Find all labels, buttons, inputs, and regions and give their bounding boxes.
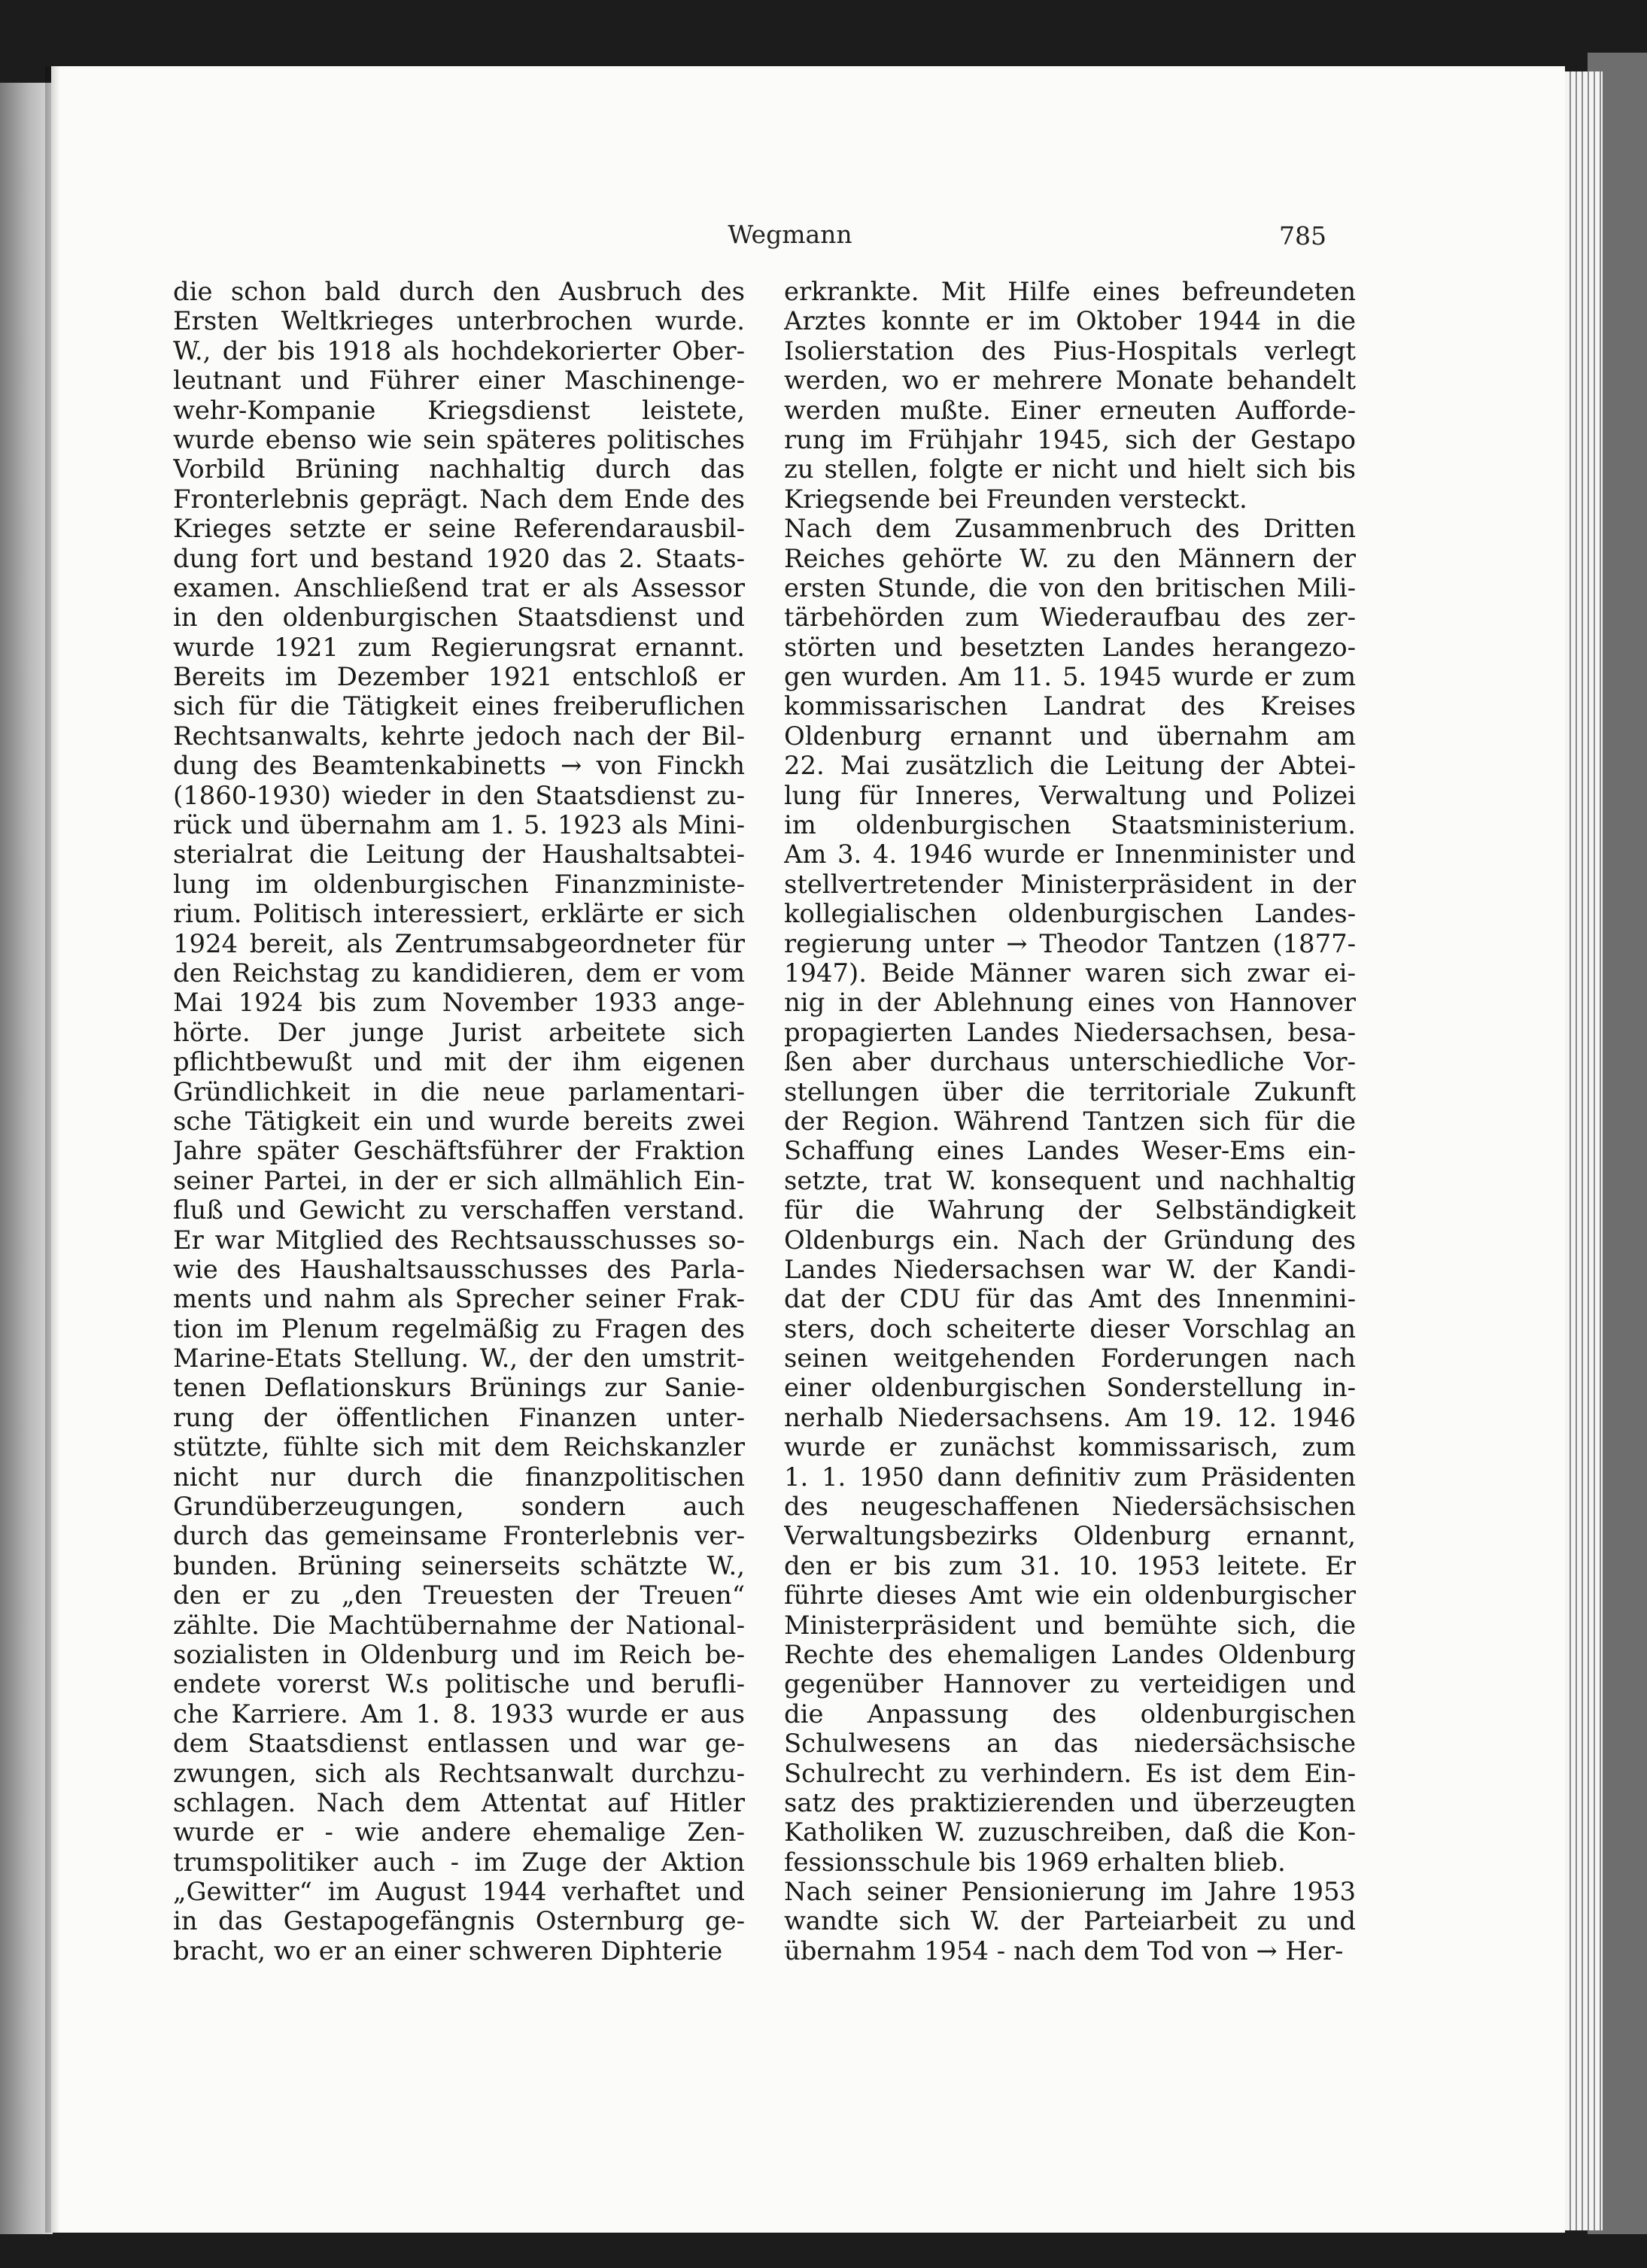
text-line: bracht, wo er an einer schweren Diphterie xyxy=(173,1936,723,1966)
text-line: wehr-Kompanie Kriegsdienst leistete, xyxy=(173,395,745,425)
text-line: störten und besetzten Landes herangezo- xyxy=(784,632,1356,662)
text-line: leutnant und Führer einer Maschinenge- xyxy=(173,366,745,396)
text-line: dung fort und bestand 1920 das 2. Staats- xyxy=(173,543,745,573)
text-line: einer oldenburgischen Sonderstellung in- xyxy=(784,1373,1356,1403)
text-line: Oldenburgs ein. Nach der Gründung des xyxy=(784,1225,1356,1255)
text-line: pflichtbewußt und mit der ihm eigenen xyxy=(173,1047,745,1077)
text-line: tärbehörden zum Wiederaufbau des zer- xyxy=(784,603,1356,633)
text-line: W., der bis 1918 als hochdekorierter Ober- xyxy=(173,335,745,366)
text-line: trumspolitiker auch - im Zuge der Aktion xyxy=(173,1847,745,1877)
text-line: nerhalb Niedersachsens. Am 19. 12. 1946 xyxy=(784,1402,1356,1432)
text-line: Jahre später Geschäftsführer der Fraktion xyxy=(173,1136,745,1166)
text-line: Krieges setzte er seine Referendarausbil- xyxy=(173,514,745,544)
text-line: Kriegsende bei Freunden versteckt. xyxy=(784,484,1247,514)
text-line: ßen aber durchaus unterschiedliche Vor- xyxy=(784,1047,1356,1077)
text-line: wurde er - wie andere ehemalige Zen- xyxy=(173,1817,745,1847)
text-line: Am 3. 4. 1946 wurde er Innenminister und xyxy=(784,839,1356,870)
text-line: che Karriere. Am 1. 8. 1933 wurde er aus xyxy=(173,1699,745,1729)
text-line: die schon bald durch den Ausbruch des xyxy=(173,277,745,306)
text-line: den er zu „den Treuesten der Treuen“ xyxy=(173,1580,745,1611)
text-line: werden mußte. Einer erneuten Aufforde- xyxy=(784,395,1356,425)
text-line: ersten Stunde, die von den britischen Mili- xyxy=(784,572,1356,603)
text-line: rung im Frühjahr 1945, sich der Gestapo xyxy=(784,424,1356,454)
text-line: regierung unter → Theodor Tantzen (1877- xyxy=(784,928,1356,958)
text-line: Schaffung eines Landes Weser-Ems ein- xyxy=(784,1136,1356,1166)
text-line: ments und nahm als Sprecher seiner Frak- xyxy=(173,1284,745,1314)
text-line: Verwaltungsbezirks Oldenburg ernannt, xyxy=(784,1521,1356,1551)
text-line: zählte. Die Machtübernahme der National- xyxy=(173,1610,745,1640)
text-line: fluß und Gewicht zu verschaffen verstand. xyxy=(173,1195,745,1225)
text-line: stellungen über die territoriale Zukunft xyxy=(784,1076,1356,1107)
text-line: schlagen. Nach dem Attentat auf Hitler xyxy=(173,1787,745,1817)
text-line: im oldenburgischen Staatsministerium. xyxy=(784,810,1356,840)
text-line: wie des Haushaltsausschusses des Parla- xyxy=(173,1254,745,1284)
text-line: erkrankte. Mit Hilfe eines befreundeten xyxy=(784,277,1356,306)
text-line: 1924 bereit, als Zentrumsabgeordneter für xyxy=(173,928,745,958)
text-line: dat der CDU für das Amt des Innenmini- xyxy=(784,1284,1356,1314)
text-line: führte dieses Amt wie ein oldenburgischer xyxy=(784,1580,1356,1611)
text-line: Vorbild Brüning nachhaltig durch das xyxy=(173,454,745,484)
text-line: examen. Anschließend trat er als Assessor xyxy=(173,572,745,603)
text-line: in das Gestapogefängnis Osternburg ge- xyxy=(173,1906,745,1936)
text-line: Rechte des ehemaligen Landes Oldenburg xyxy=(784,1639,1356,1669)
text-line: Oldenburg ernannt und übernahm am xyxy=(784,721,1356,751)
text-line: Mai 1924 bis zum November 1933 ange- xyxy=(173,988,745,1018)
text-line: Isolierstation des Pius-Hospitals verlegt xyxy=(784,335,1356,366)
text-line: Nach dem Zusammenbruch des Dritten xyxy=(784,514,1356,544)
page-gutter-shadow xyxy=(45,66,60,2233)
text-line: Arztes konnte er im Oktober 1944 in die xyxy=(784,306,1356,336)
text-line: den Reichstag zu kandidieren, dem er vom xyxy=(173,958,745,988)
text-line: nicht nur durch die finanzpolitischen xyxy=(173,1462,745,1492)
text-line: Nach seiner Pensionierung im Jahre 1953 xyxy=(784,1877,1356,1907)
page-number: 785 xyxy=(1279,221,1326,250)
text-line: „Gewitter“ im August 1944 verhaftet und xyxy=(173,1877,745,1907)
text-line: stützte, fühlte sich mit dem Reichskanzler xyxy=(173,1432,745,1462)
text-line: übernahm 1954 - nach dem Tod von → Her- xyxy=(784,1936,1344,1966)
text-line: sche Tätigkeit ein und wurde bereits zwei xyxy=(173,1106,745,1136)
text-line: wandte sich W. der Parteiarbeit zu und xyxy=(784,1906,1356,1936)
text-line: zwungen, sich als Rechtsanwalt durchzu- xyxy=(173,1758,745,1788)
text-line: wurde 1921 zum Regierungsrat ernannt. xyxy=(173,632,745,662)
text-line: Grundüberzeugungen, sondern auch xyxy=(173,1492,745,1522)
text-line: werden, wo er mehrere Monate behandelt xyxy=(784,366,1356,396)
text-line: setzte, trat W. konsequent und nachhaltig xyxy=(784,1165,1356,1195)
right-text-column xyxy=(784,277,1356,1966)
text-line: (1860-1930) wieder in den Staatsdienst zu- xyxy=(173,780,745,810)
text-line: wurde ebenso wie sein späteres politisches xyxy=(173,424,745,454)
text-line: sich für die Tätigkeit eines freiberuflichen xyxy=(173,691,745,721)
text-line: rück und übernahm am 1. 5. 1923 als Mini- xyxy=(173,810,745,840)
text-line: 22. Mai zusätzlich die Leitung der Abtei- xyxy=(784,751,1356,781)
text-line: bunden. Brüning seinerseits schätzte W., xyxy=(173,1550,745,1580)
text-line: Fronterlebnis geprägt. Nach dem Ende des xyxy=(173,484,745,514)
text-line: zu stellen, folgte er nicht und hielt sich bis xyxy=(784,454,1356,484)
text-line: tion im Plenum regelmäßig zu Fragen des xyxy=(173,1313,745,1343)
text-line: propagierten Landes Niedersachsen, besa- xyxy=(784,1017,1356,1047)
text-line: gegenüber Hannover zu verteidigen und xyxy=(784,1669,1356,1699)
text-line: der Region. Während Tantzen sich für die xyxy=(784,1106,1356,1136)
text-line: Marine-Etats Stellung. W., der den umstrit- xyxy=(173,1343,745,1374)
text-line: Bereits im Dezember 1921 entschloß er xyxy=(173,662,745,692)
text-line: dem Staatsdienst entlassen und war ge- xyxy=(173,1729,745,1759)
text-line: 1947). Beide Männer waren sich zwar ei- xyxy=(784,958,1356,988)
text-line: hörte. Der junge Jurist arbeitete sich xyxy=(173,1017,745,1047)
text-line: sterialrat die Leitung der Haushaltsabtei- xyxy=(173,839,745,870)
text-line: Katholiken W. zuzuschreiben, daß die Kon- xyxy=(784,1817,1356,1847)
text-line: sozialisten in Oldenburg und im Reich be- xyxy=(173,1639,745,1669)
text-line: nig in der Ablehnung eines von Hannover xyxy=(784,988,1356,1018)
text-line: lung für Inneres, Verwaltung und Polizei xyxy=(784,780,1356,810)
text-line: 1. 1. 1950 dann definitiv zum Präsidenten xyxy=(784,1462,1356,1492)
text-line: durch das gemeinsame Fronterlebnis ver- xyxy=(173,1521,745,1551)
text-line: stellvertretender Ministerpräsident in der xyxy=(784,869,1356,899)
text-line: seiner Partei, in der er sich allmählich Ein- xyxy=(173,1165,745,1195)
text-line: sters, doch scheiterte dieser Vorschlag an xyxy=(784,1313,1356,1343)
text-line: lung im oldenburgischen Finanzministe- xyxy=(173,869,745,899)
text-line: Gründlichkeit in die neue parlamentari- xyxy=(173,1076,745,1107)
left-text-column xyxy=(173,277,745,1966)
text-line: kommissarischen Landrat des Kreises xyxy=(784,691,1356,721)
text-line: Landes Niedersachsen war W. der Kandi- xyxy=(784,1254,1356,1284)
text-line: Schulwesens an das niedersächsische xyxy=(784,1729,1356,1759)
text-line: seinen weitgehenden Forderungen nach xyxy=(784,1343,1356,1374)
text-line: rung der öffentlichen Finanzen unter- xyxy=(173,1402,745,1432)
text-line: Rechtsanwalts, kehrte jedoch nach der Bil- xyxy=(173,721,745,751)
text-line: für die Wahrung der Selbständigkeit xyxy=(784,1195,1356,1225)
text-line: Er war Mitglied des Rechtsausschusses so- xyxy=(173,1225,745,1255)
text-line: Ministerpräsident und bemühte sich, die xyxy=(784,1610,1356,1640)
text-line: dung des Beamtenkabinetts → von Finckh xyxy=(173,751,745,781)
text-line: in den oldenburgischen Staatsdienst und xyxy=(173,603,745,633)
text-line: gen wurden. Am 11. 5. 1945 wurde er zum xyxy=(784,662,1356,692)
text-line: Ersten Weltkrieges unterbrochen wurde. xyxy=(173,306,745,336)
text-line: die Anpassung des oldenburgischen xyxy=(784,1699,1356,1729)
text-line: Schulrecht zu verhindern. Es ist dem Ein- xyxy=(784,1758,1356,1788)
text-line: rium. Politisch interessiert, erklärte er sich xyxy=(173,899,745,929)
running-header-title: Wegmann xyxy=(728,220,852,249)
text-line: wurde er zunächst kommissarisch, zum xyxy=(784,1432,1356,1462)
text-line: fessionsschule bis 1969 erhalten blieb. xyxy=(784,1847,1286,1877)
text-line: endete vorerst W.s politische und berufli- xyxy=(173,1669,745,1699)
text-line: Reiches gehörte W. zu den Männern der xyxy=(784,543,1356,573)
text-line: des neugeschaffenen Niedersächsischen xyxy=(784,1492,1356,1522)
text-line: den er bis zum 31. 10. 1953 leitete. Er xyxy=(784,1550,1356,1580)
text-line: tenen Deflationskurs Brünings zur Sanie- xyxy=(173,1373,745,1403)
text-line: satz des praktizierenden und überzeugten xyxy=(784,1787,1356,1817)
text-line: kollegialischen oldenburgischen Landes- xyxy=(784,899,1356,929)
